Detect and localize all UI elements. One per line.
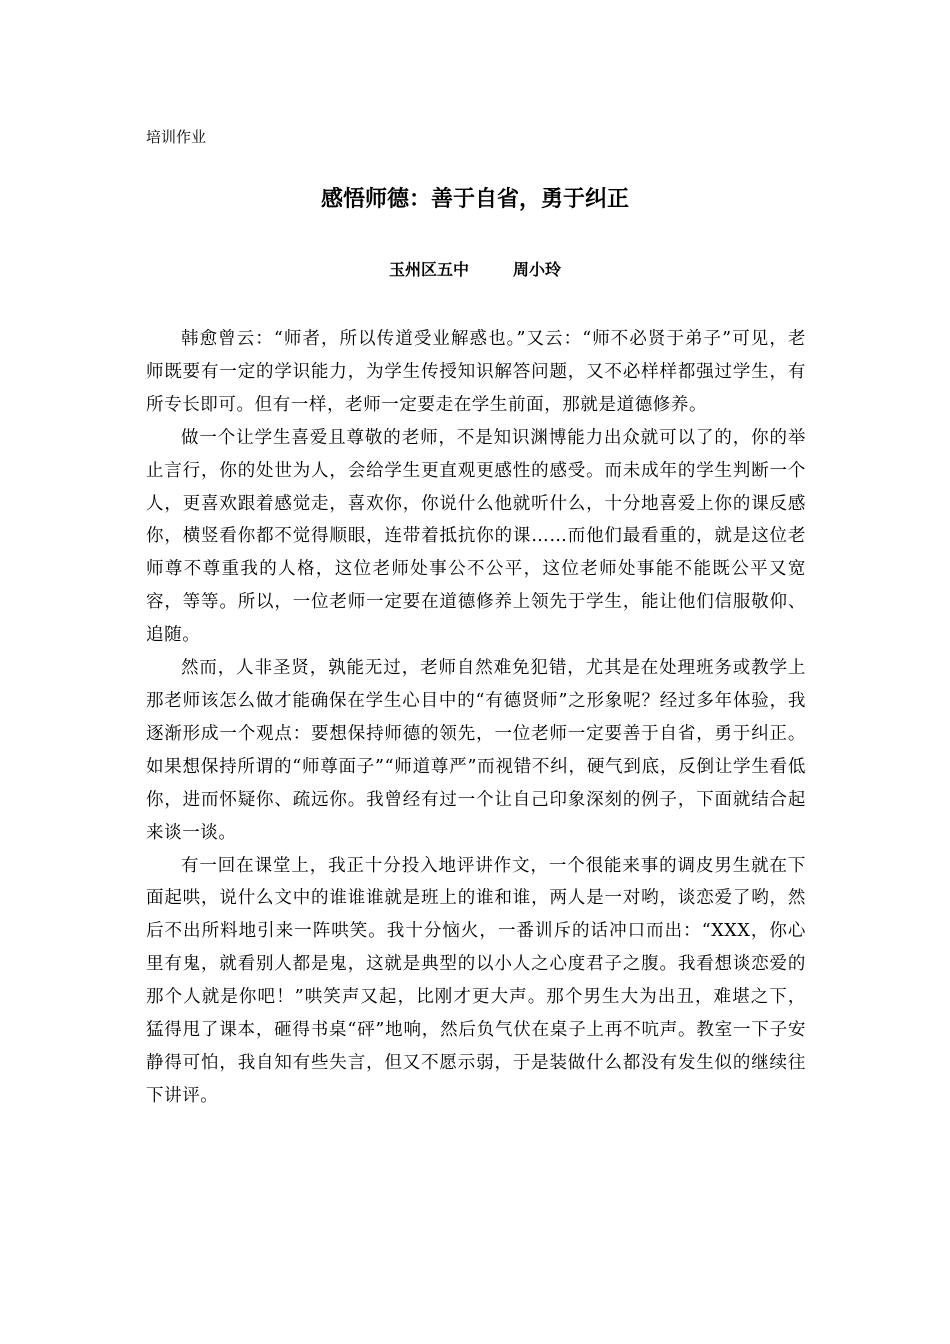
paragraph-4: 有一回在课堂上，我正十分投入地评讲作文，一个很能来事的调皮男生就在下面起哄，说什么文中的谁谁谁就是班上的谁和谁，两人是一对哟，谈恋爱了哟，然后不出所料地引来一阵哄笑。我十分恼火，一番训斥的话冲口而出：“XXX，你心里有鬼，就看别人都是鬼，这就是典型的以小人之心度君子之腹。我看想谈恋爱的那个人就是你吧！”哄笑声又起，比刚才更大声。那个男生大为出丑，难堪之下，猛得甩了课本，砸得书桌“砰”地响，然后负气伏在桌子上再不吭声。教室一下子安静得可怕，我自知有些失言，但又不愿示弱，于是装做什么都没有发生似的继续往下讲评。 — [146, 855, 806, 1106]
paragraph-1: 韩愈曾云：“师者，所以传道受业解惑也。”又云：“师不必贤于弟子”可见，老师既要有一定的学识能力，为学生传授知识解答问题，又不必样样都强过学生，有所专长即可。但有一样，老师一定要走在学生前面，那就是道德修养。 — [146, 329, 806, 415]
paragraph-3: 然而，人非圣贤，孰能无过，老师自然难免犯错，尤其是在处理班务或教学上那老师该怎么做才能确保在学生心目中的“有德贤师”之形象呢？经过多年体验，我逐渐形成一个观点：要想保持师德的领先，一位老师一定要善于自省，勇于纠正。如果想保持所谓的“师尊面子”“师道尊严”而视错不纠，硬气到底，反倒让学生看低你，进而怀疑你、疏远你。我曾经有过一个让自己印象深刻的例子，下面就结合起来谈一谈。 — [146, 658, 806, 843]
header-label: 培训作业 — [146, 128, 207, 146]
author-name: 周小玲 — [513, 260, 562, 279]
document-title: 感悟师德：善于自省，勇于纠正 — [320, 187, 629, 212]
author-line — [0, 258, 950, 282]
article-body — [146, 323, 806, 1113]
author-school: 玉州区五中 — [388, 260, 469, 279]
paragraph-2: 做一个让学生喜爱且尊敬的老师，不是知识渊博能力出众就可以了的，你的举止言行，你的处世为人，会给学生更直观更感性的感受。而未成年的学生判断一个人，更喜欢跟着感觉走，喜欢你，你说什么他就听什么，十分地喜爱上你的课反感你，横竖看你都不觉得顺眼，连带着抵抗你的课……而他们最看重的，就是这位老师尊不尊重我的人格，这位老师处事公不公平，这位老师处事能不能既公平又宽容，等等。所以，一位老师一定要在道德修养上领先于学生，能让他们信服敬仰、追随。 — [146, 427, 806, 646]
